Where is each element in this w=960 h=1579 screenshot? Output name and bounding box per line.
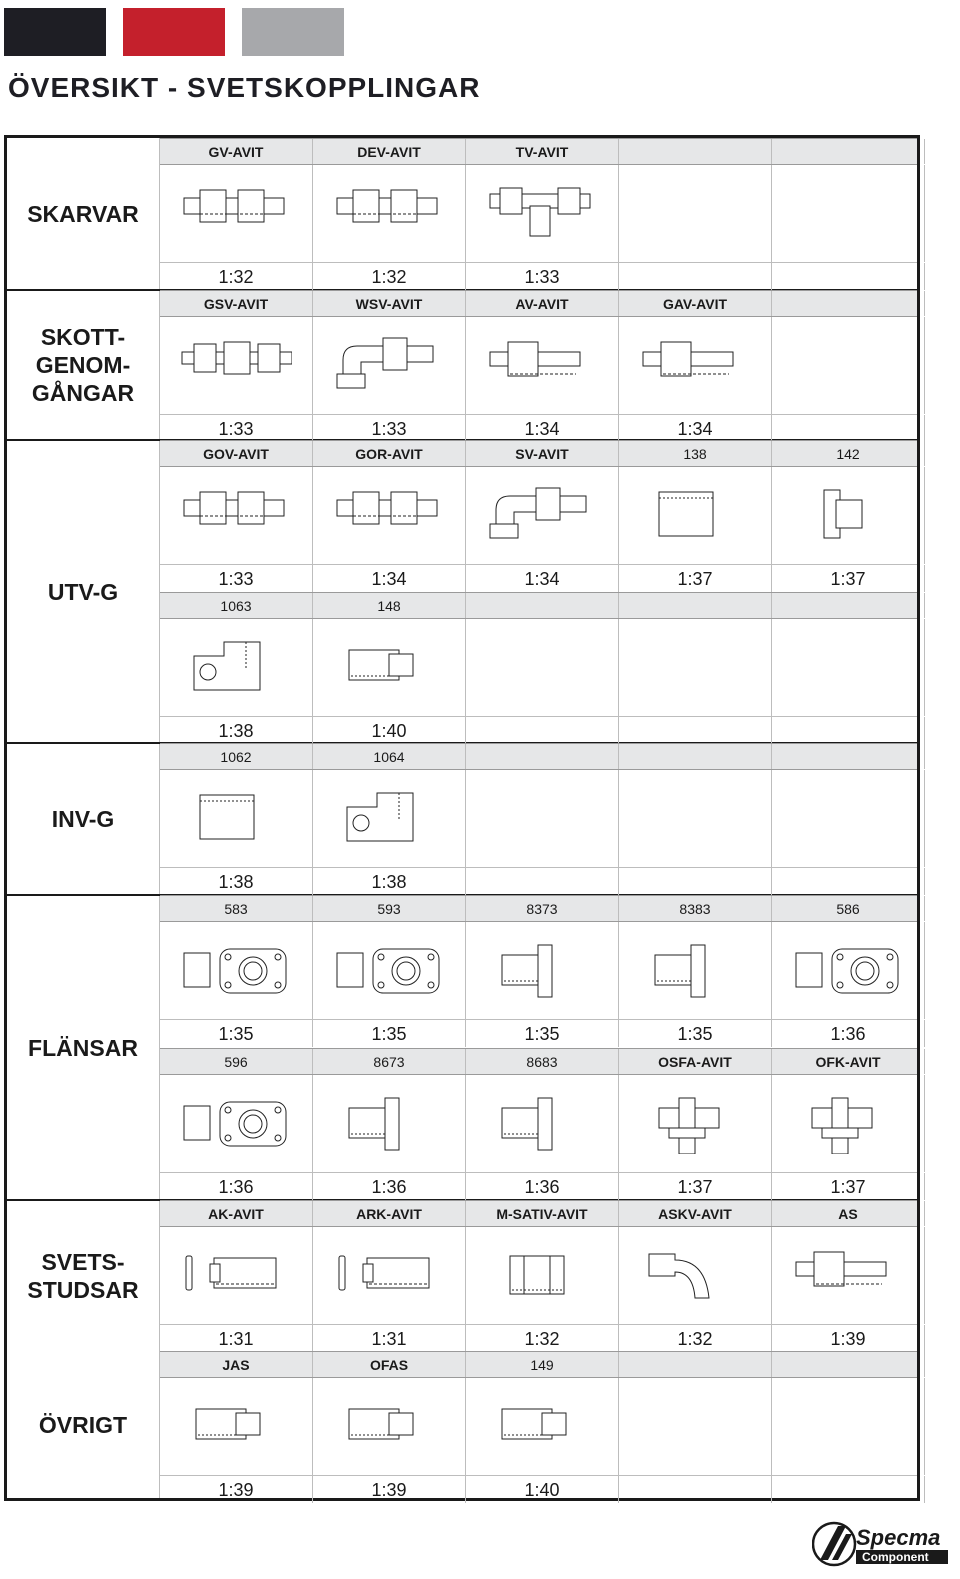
page-reference: 1:36 xyxy=(772,1020,925,1047)
page-reference xyxy=(772,415,925,442)
straight-fitting-icon xyxy=(486,336,598,396)
product-drawing-cell xyxy=(313,1075,466,1172)
product-name xyxy=(619,1352,772,1377)
product-drawing-cell xyxy=(466,165,619,262)
product-name: GSV-AVIT xyxy=(160,291,313,316)
section-label-svets: SVETS- STUDSAR xyxy=(7,1200,160,1351)
flange-fitting-icon xyxy=(180,1094,292,1154)
product-drawing-cell xyxy=(160,1075,313,1172)
product-drawing-cell xyxy=(772,1378,925,1475)
page-reference: 1:33 xyxy=(160,565,313,592)
section-label-flansar: FLÄNSAR xyxy=(7,895,160,1200)
color-swatch-red xyxy=(123,8,225,56)
product-name: GOV-AVIT xyxy=(160,441,313,466)
page-reference: 1:38 xyxy=(313,868,466,895)
page-reference: 1:33 xyxy=(160,415,313,442)
page-reference: 1:39 xyxy=(313,1476,466,1503)
product-name: JAS xyxy=(160,1352,313,1377)
page-reference: 1:33 xyxy=(466,263,619,290)
page-reference: 1:36 xyxy=(466,1173,619,1200)
product-drawing-cell xyxy=(772,770,925,867)
section-label-ovrigt: ÖVRIGT xyxy=(7,1351,160,1498)
product-name: 1063 xyxy=(160,593,313,618)
product-name: 583 xyxy=(160,896,313,921)
product-drawing-cell xyxy=(619,770,772,867)
page-reference xyxy=(466,868,619,895)
union-long-fitting-icon xyxy=(180,336,292,396)
page-reference: 1:33 xyxy=(313,415,466,442)
page-reference: 1:38 xyxy=(160,717,313,744)
flange-fitting-icon xyxy=(180,941,292,1001)
product-drawing-row xyxy=(160,1075,917,1172)
product-drawing-cell xyxy=(160,1227,313,1324)
page-reference xyxy=(619,717,772,744)
product-drawing-cell xyxy=(772,165,925,262)
tee-fitting-icon xyxy=(486,184,598,244)
product-drawing-row xyxy=(160,165,917,262)
product-name-row xyxy=(160,592,917,619)
product-drawing-row xyxy=(160,619,917,716)
union-fitting-icon xyxy=(333,184,445,244)
product-name: 8673 xyxy=(313,1049,466,1074)
product-drawing-cell xyxy=(619,1227,772,1324)
product-name: ASKV-AVIT xyxy=(619,1201,772,1226)
product-name: ARK-AVIT xyxy=(313,1201,466,1226)
page-reference xyxy=(772,868,925,895)
stud-fitting-icon xyxy=(333,1246,445,1306)
page-reference: 1:32 xyxy=(619,1325,772,1352)
product-name: OFAS xyxy=(313,1352,466,1377)
product-drawing-cell xyxy=(466,1075,619,1172)
product-name: 148 xyxy=(313,593,466,618)
page-reference-row xyxy=(160,564,917,592)
svg-text:Component: Component xyxy=(862,1550,929,1564)
page-reference: 1:34 xyxy=(466,565,619,592)
nut-fitting-icon xyxy=(486,1246,598,1306)
product-name-row xyxy=(160,895,917,922)
tee-half-fitting-icon xyxy=(792,1094,904,1154)
page-reference xyxy=(619,263,772,290)
page-reference xyxy=(772,263,925,290)
page-reference-row xyxy=(160,716,917,744)
straight-fitting-icon xyxy=(639,336,751,396)
product-name: AS xyxy=(772,1201,925,1226)
product-drawing-cell xyxy=(466,770,619,867)
product-drawing-cell xyxy=(772,1227,925,1324)
product-drawing-cell xyxy=(772,922,925,1019)
product-name xyxy=(772,593,925,618)
product-name: 593 xyxy=(313,896,466,921)
nipple-fitting-icon xyxy=(333,638,445,698)
product-drawing-cell xyxy=(160,1378,313,1475)
product-drawing-row xyxy=(160,317,917,414)
product-drawing-cell xyxy=(466,1227,619,1324)
nipple-fitting-icon xyxy=(333,1397,445,1457)
section-label-skott: SKOTT- GENOM- GÅNGAR xyxy=(7,290,160,440)
page-reference: 1:39 xyxy=(772,1325,925,1352)
page-reference: 1:35 xyxy=(313,1020,466,1047)
product-drawing-row xyxy=(160,1227,917,1324)
page-reference: 1:31 xyxy=(160,1325,313,1352)
page-reference: 1:35 xyxy=(466,1020,619,1047)
product-drawing-cell xyxy=(160,165,313,262)
elbow-fitting-icon xyxy=(486,486,598,546)
page-title: ÖVERSIKT - SVETSKOPPLINGAR xyxy=(8,72,481,103)
product-name: 8373 xyxy=(466,896,619,921)
plug-fitting-icon xyxy=(792,486,904,546)
page-reference: 1:38 xyxy=(160,868,313,895)
page-reference: 1:35 xyxy=(160,1020,313,1047)
product-name: GAV-AVIT xyxy=(619,291,772,316)
product-drawing-cell xyxy=(772,467,925,564)
page-reference xyxy=(619,1476,772,1503)
product-drawing-cell xyxy=(619,619,772,716)
color-swatch-grey xyxy=(242,8,344,56)
product-name-row xyxy=(160,138,917,165)
section-label-utvg: UTV-G xyxy=(7,440,160,743)
product-drawing-cell xyxy=(160,619,313,716)
product-name-row xyxy=(160,1200,917,1227)
product-name xyxy=(619,593,772,618)
page-reference: 1:40 xyxy=(313,717,466,744)
page-reference: 1:32 xyxy=(160,263,313,290)
page-reference: 1:39 xyxy=(160,1476,313,1503)
page-reference: 1:34 xyxy=(466,415,619,442)
product-drawing-cell xyxy=(313,317,466,414)
union-fitting-icon xyxy=(180,184,292,244)
product-name: 1062 xyxy=(160,744,313,769)
page-reference xyxy=(772,717,925,744)
page-reference-row xyxy=(160,1019,917,1047)
straight-fitting-icon xyxy=(792,1246,904,1306)
product-drawing-cell xyxy=(466,1378,619,1475)
block-fitting-icon xyxy=(639,486,751,546)
page-reference: 1:34 xyxy=(313,565,466,592)
product-name: OSFA-AVIT xyxy=(619,1049,772,1074)
product-name: OFK-AVIT xyxy=(772,1049,925,1074)
flange-fitting-icon xyxy=(792,941,904,1001)
union-fitting-icon xyxy=(180,486,292,546)
page-reference xyxy=(772,1476,925,1503)
product-name: 596 xyxy=(160,1049,313,1074)
product-drawing-cell xyxy=(160,317,313,414)
product-drawing-cell xyxy=(313,770,466,867)
product-name: 8383 xyxy=(619,896,772,921)
product-drawing-cell xyxy=(313,467,466,564)
product-name: AK-AVIT xyxy=(160,1201,313,1226)
page-reference: 1:32 xyxy=(313,263,466,290)
elbow-fitting-icon xyxy=(333,336,445,396)
product-name-row xyxy=(160,1351,917,1378)
page-reference: 1:34 xyxy=(619,415,772,442)
product-name xyxy=(772,744,925,769)
nipple-fitting-icon xyxy=(486,1397,598,1457)
product-name: AV-AVIT xyxy=(466,291,619,316)
product-name xyxy=(619,139,772,164)
socket-fitting-icon xyxy=(486,1094,598,1154)
product-drawing-cell xyxy=(160,922,313,1019)
product-drawing-cell xyxy=(313,1227,466,1324)
page-reference-row xyxy=(160,414,917,442)
page-reference: 1:37 xyxy=(619,565,772,592)
product-name-row xyxy=(160,290,917,317)
section-label-skarvar: SKARVAR xyxy=(7,138,160,290)
page-reference: 1:31 xyxy=(313,1325,466,1352)
product-name: GOR-AVIT xyxy=(313,441,466,466)
product-name: 8683 xyxy=(466,1049,619,1074)
page-reference: 1:36 xyxy=(313,1173,466,1200)
product-name: 1064 xyxy=(313,744,466,769)
page-reference: 1:37 xyxy=(772,1173,925,1200)
color-swatch-dark xyxy=(4,8,106,56)
product-drawing-cell xyxy=(466,922,619,1019)
product-name: WSV-AVIT xyxy=(313,291,466,316)
product-name xyxy=(772,139,925,164)
tee-half-fitting-icon xyxy=(639,1094,751,1154)
product-drawing-cell xyxy=(619,922,772,1019)
product-name: TV-AVIT xyxy=(466,139,619,164)
section-label-invg: INV-G xyxy=(7,743,160,895)
product-name-row xyxy=(160,743,917,770)
product-drawing-cell xyxy=(619,467,772,564)
product-drawing-cell xyxy=(619,317,772,414)
page-reference-row xyxy=(160,867,917,895)
product-drawing-cell xyxy=(466,317,619,414)
product-name xyxy=(619,744,772,769)
product-drawing-cell xyxy=(619,165,772,262)
product-drawing-cell xyxy=(619,1378,772,1475)
page-reference xyxy=(466,717,619,744)
product-drawing-cell xyxy=(313,922,466,1019)
product-name xyxy=(772,1352,925,1377)
page-reference xyxy=(619,868,772,895)
bend-fitting-icon xyxy=(639,1246,751,1306)
page-reference: 1:37 xyxy=(619,1173,772,1200)
product-drawing-cell xyxy=(466,619,619,716)
product-drawing-cell xyxy=(160,467,313,564)
page-reference: 1:36 xyxy=(160,1173,313,1200)
socket-fitting-icon xyxy=(333,1094,445,1154)
product-name xyxy=(772,291,925,316)
stud-fitting-icon xyxy=(180,1246,292,1306)
product-name: M-SATIV-AVIT xyxy=(466,1201,619,1226)
product-drawing-cell xyxy=(772,1075,925,1172)
product-name xyxy=(466,744,619,769)
page-reference-row xyxy=(160,1475,917,1503)
page-reference: 1:37 xyxy=(772,565,925,592)
product-name xyxy=(466,593,619,618)
product-name: 586 xyxy=(772,896,925,921)
nipple-fitting-icon xyxy=(180,1397,292,1457)
product-drawing-cell xyxy=(772,317,925,414)
product-drawing-row xyxy=(160,467,917,564)
union-fitting-icon xyxy=(333,486,445,546)
product-name: 149 xyxy=(466,1352,619,1377)
product-name: 142 xyxy=(772,441,925,466)
product-drawing-row xyxy=(160,770,917,867)
page-reference: 1:40 xyxy=(466,1476,619,1503)
product-drawing-cell xyxy=(619,1075,772,1172)
specma-logo xyxy=(812,1520,952,1568)
socket-fitting-icon xyxy=(486,941,598,1001)
product-name: 138 xyxy=(619,441,772,466)
product-drawing-cell xyxy=(313,165,466,262)
page-reference-row xyxy=(160,1324,917,1352)
angle-fitting-icon xyxy=(333,789,445,849)
block-fitting-icon xyxy=(180,789,292,849)
product-drawing-cell xyxy=(160,770,313,867)
product-drawing-cell xyxy=(313,1378,466,1475)
svg-text:Specma: Specma xyxy=(856,1525,941,1550)
product-drawing-row xyxy=(160,922,917,1019)
socket-fitting-icon xyxy=(639,941,751,1001)
flange-fitting-icon xyxy=(333,941,445,1001)
product-name: DEV-AVIT xyxy=(313,139,466,164)
page-reference-row xyxy=(160,1172,917,1200)
product-drawing-row xyxy=(160,1378,917,1475)
angle-fitting-icon xyxy=(180,638,292,698)
product-drawing-cell xyxy=(313,619,466,716)
product-name: SV-AVIT xyxy=(466,441,619,466)
product-name-row xyxy=(160,1048,917,1075)
page-reference: 1:35 xyxy=(619,1020,772,1047)
product-name: GV-AVIT xyxy=(160,139,313,164)
product-name-row xyxy=(160,440,917,467)
product-drawing-cell xyxy=(466,467,619,564)
page-reference-row xyxy=(160,262,917,290)
catalog-table xyxy=(4,135,920,1501)
product-drawing-cell xyxy=(772,619,925,716)
page-reference: 1:32 xyxy=(466,1325,619,1352)
